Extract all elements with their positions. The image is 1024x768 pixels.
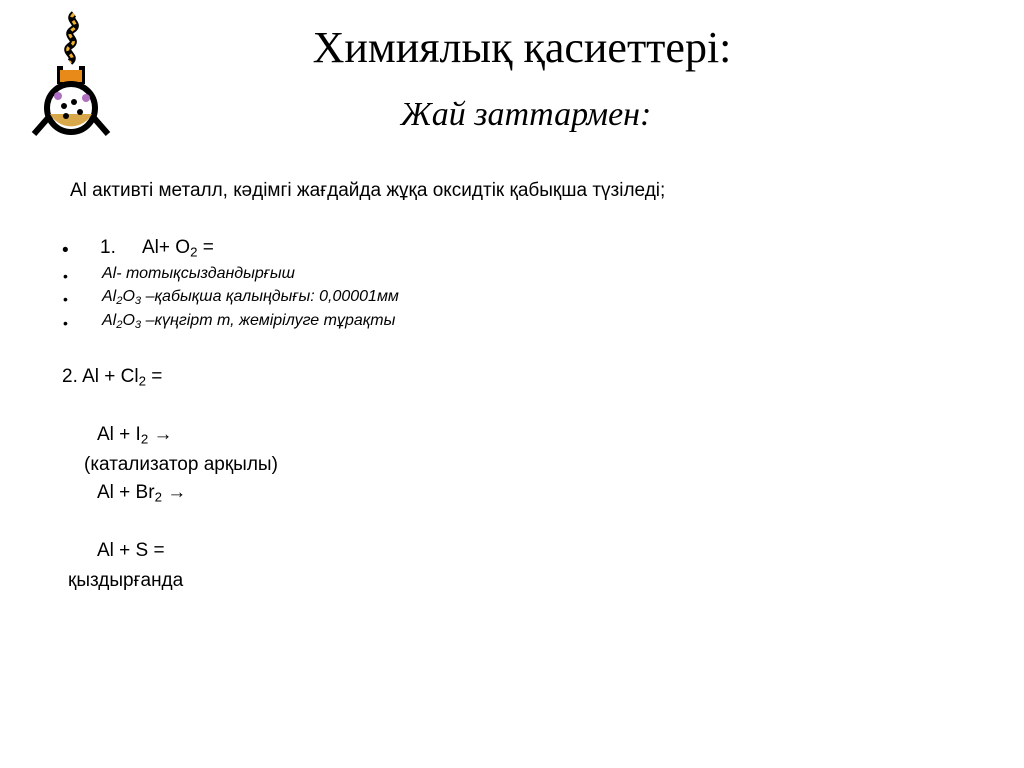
bullet: • — [63, 291, 68, 307]
heating-note: қыздырғанда — [68, 570, 184, 591]
bullet: • — [62, 240, 69, 261]
bullet: • — [63, 268, 68, 284]
equation-iodine: $Al + I_2$ → — [97, 424, 173, 447]
slide-subtitle: Жай заттармен: — [400, 96, 652, 133]
equation-1: $Al+ O_2$ = — [142, 237, 214, 260]
equation-sulfur: Al + S = — [97, 540, 165, 561]
catalyst-note: (катализатор арқылы) — [84, 454, 278, 475]
equation-bromine: $Al + Br_2$ → — [97, 482, 187, 505]
bullet: • — [63, 315, 68, 331]
note-oxide-thickness: $Al_2O_3$ –қабықша қалыңдығы: 0,00001мм — [102, 288, 399, 307]
intro-text: Al активті металл, кәдімгі жағдайда жұқа оксидтік қабықша түзіледі; — [70, 180, 666, 201]
note-oxide-properties: $Al_2O_3$ –күңгірт т, жемірілуге тұрақты — [102, 312, 396, 331]
slide-title: Химиялық қасиеттері: — [312, 23, 732, 72]
equation-2: 2. $Al + Cl_2$ = — [62, 366, 163, 389]
note-reducer: Al- тотықсыздандырғыш — [102, 265, 295, 282]
equation-1-number: 1. — [100, 237, 116, 258]
